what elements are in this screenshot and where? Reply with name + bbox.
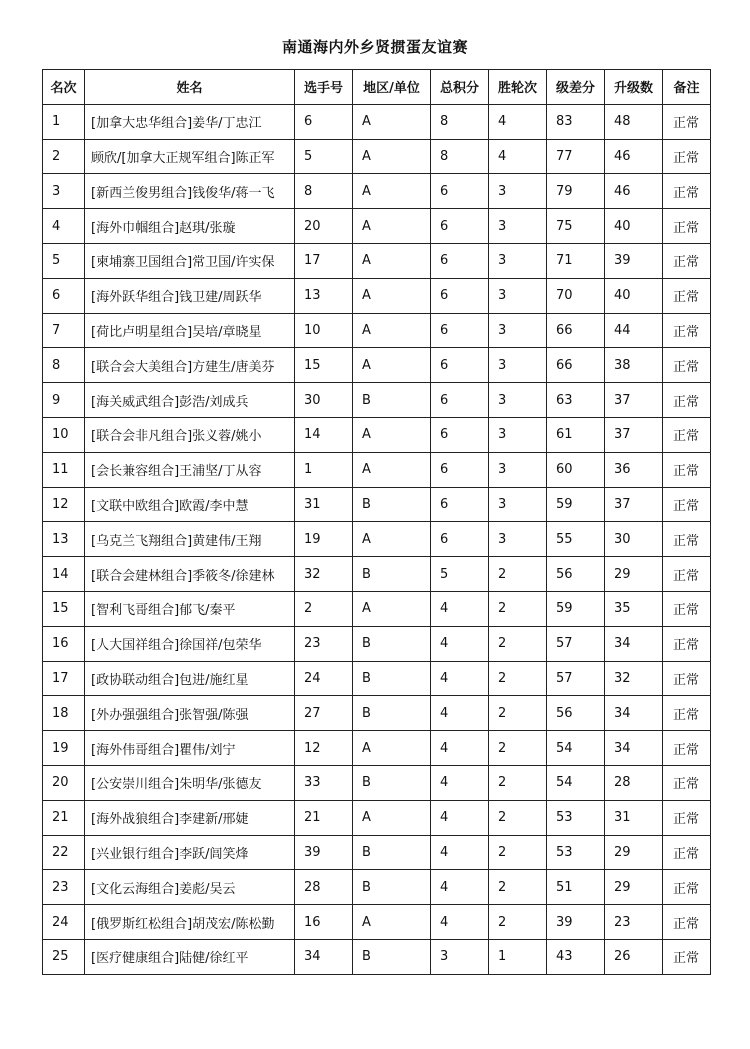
cell-upgrades: 44	[605, 313, 663, 348]
cell-player-no: 28	[295, 870, 353, 905]
cell-total-score: 4	[431, 626, 489, 661]
cell-rank: 18	[43, 696, 85, 731]
cell-player-no: 33	[295, 765, 353, 800]
cell-wins: 2	[489, 696, 547, 731]
cell-level-diff: 60	[547, 452, 605, 487]
cell-name: [智利飞哥组合]郁飞/秦平	[85, 591, 295, 626]
cell-rank: 23	[43, 870, 85, 905]
cell-player-no: 14	[295, 417, 353, 452]
cell-region: A	[353, 278, 431, 313]
cell-upgrades: 30	[605, 522, 663, 557]
cell-level-diff: 79	[547, 174, 605, 209]
cell-level-diff: 56	[547, 696, 605, 731]
cell-player-no: 21	[295, 800, 353, 835]
cell-level-diff: 55	[547, 522, 605, 557]
cell-region: B	[353, 835, 431, 870]
cell-name: 顾欣/[加拿大正规军组合]陈正军	[85, 139, 295, 174]
cell-note: 正常	[663, 731, 711, 766]
cell-wins: 4	[489, 104, 547, 139]
cell-note: 正常	[663, 905, 711, 940]
cell-player-no: 32	[295, 557, 353, 592]
table-row	[43, 765, 711, 800]
cell-total-score: 6	[431, 313, 489, 348]
cell-total-score: 8	[431, 139, 489, 174]
cell-upgrades: 37	[605, 383, 663, 418]
cell-region: B	[353, 696, 431, 731]
cell-player-no: 6	[295, 104, 353, 139]
cell-note: 正常	[663, 243, 711, 278]
cell-note: 正常	[663, 626, 711, 661]
cell-region: B	[353, 557, 431, 592]
cell-player-no: 17	[295, 243, 353, 278]
cell-wins: 3	[489, 174, 547, 209]
cell-total-score: 6	[431, 348, 489, 383]
cell-region: A	[353, 417, 431, 452]
cell-total-score: 4	[431, 591, 489, 626]
table-row	[43, 835, 711, 870]
cell-region: A	[353, 800, 431, 835]
table-row	[43, 243, 711, 278]
cell-region: A	[353, 243, 431, 278]
table-body	[43, 104, 711, 974]
cell-name: [柬埔寨卫国组合]常卫国/许实保	[85, 243, 295, 278]
cell-upgrades: 32	[605, 661, 663, 696]
cell-wins: 2	[489, 870, 547, 905]
cell-wins: 1	[489, 939, 547, 974]
cell-name: [人大国祥组合]徐国祥/包荣华	[85, 626, 295, 661]
cell-total-score: 6	[431, 278, 489, 313]
cell-level-diff: 66	[547, 348, 605, 383]
column-header-note: 备注	[663, 70, 711, 105]
cell-wins: 2	[489, 800, 547, 835]
cell-upgrades: 29	[605, 870, 663, 905]
cell-wins: 3	[489, 522, 547, 557]
cell-rank: 14	[43, 557, 85, 592]
table-row	[43, 557, 711, 592]
cell-total-score: 4	[431, 765, 489, 800]
cell-player-no: 19	[295, 522, 353, 557]
cell-rank: 4	[43, 209, 85, 244]
cell-rank: 12	[43, 487, 85, 522]
cell-wins: 2	[489, 661, 547, 696]
cell-player-no: 16	[295, 905, 353, 940]
cell-level-diff: 63	[547, 383, 605, 418]
cell-region: A	[353, 104, 431, 139]
cell-level-diff: 71	[547, 243, 605, 278]
cell-level-diff: 57	[547, 626, 605, 661]
cell-note: 正常	[663, 835, 711, 870]
cell-name: [海外战狼组合]李建新/邢婕	[85, 800, 295, 835]
cell-upgrades: 34	[605, 731, 663, 766]
cell-level-diff: 70	[547, 278, 605, 313]
cell-rank: 7	[43, 313, 85, 348]
cell-wins: 3	[489, 243, 547, 278]
cell-name: [俄罗斯红松组合]胡茂宏/陈松勤	[85, 905, 295, 940]
cell-player-no: 20	[295, 209, 353, 244]
cell-level-diff: 83	[547, 104, 605, 139]
cell-wins: 4	[489, 139, 547, 174]
cell-level-diff: 54	[547, 765, 605, 800]
cell-rank: 24	[43, 905, 85, 940]
cell-total-score: 6	[431, 174, 489, 209]
cell-upgrades: 31	[605, 800, 663, 835]
cell-level-diff: 43	[547, 939, 605, 974]
cell-level-diff: 59	[547, 487, 605, 522]
cell-level-diff: 53	[547, 835, 605, 870]
cell-note: 正常	[663, 452, 711, 487]
column-header-wins: 胜轮次	[489, 70, 547, 105]
page-title: 南通海内外乡贤掼蛋友谊赛	[281, 38, 468, 56]
cell-name: [外办强强组合]张智强/陈强	[85, 696, 295, 731]
table-header-row	[43, 70, 711, 105]
cell-level-diff: 75	[547, 209, 605, 244]
cell-note: 正常	[663, 557, 711, 592]
cell-upgrades: 46	[605, 139, 663, 174]
cell-name: [文联中欧组合]欧霞/李中慧	[85, 487, 295, 522]
cell-wins: 2	[489, 835, 547, 870]
cell-player-no: 30	[295, 383, 353, 418]
cell-name: [海关威武组合]彭浩/刘成兵	[85, 383, 295, 418]
cell-rank: 21	[43, 800, 85, 835]
cell-upgrades: 40	[605, 209, 663, 244]
cell-wins: 3	[489, 417, 547, 452]
cell-name: [会长兼容组合]王浦坚/丁从容	[85, 452, 295, 487]
cell-rank: 13	[43, 522, 85, 557]
cell-rank: 10	[43, 417, 85, 452]
table-row	[43, 487, 711, 522]
cell-player-no: 24	[295, 661, 353, 696]
cell-note: 正常	[663, 800, 711, 835]
cell-wins: 3	[489, 348, 547, 383]
results-table	[42, 69, 711, 975]
cell-upgrades: 34	[605, 696, 663, 731]
cell-name: [兴业银行组合]李跃/闾笑烽	[85, 835, 295, 870]
cell-wins: 2	[489, 731, 547, 766]
table-row	[43, 696, 711, 731]
column-header-total-score: 总积分	[431, 70, 489, 105]
cell-total-score: 5	[431, 557, 489, 592]
cell-note: 正常	[663, 209, 711, 244]
cell-region: B	[353, 487, 431, 522]
cell-total-score: 4	[431, 800, 489, 835]
cell-region: B	[353, 383, 431, 418]
cell-upgrades: 29	[605, 557, 663, 592]
cell-upgrades: 34	[605, 626, 663, 661]
cell-total-score: 6	[431, 522, 489, 557]
cell-level-diff: 59	[547, 591, 605, 626]
cell-upgrades: 40	[605, 278, 663, 313]
cell-rank: 5	[43, 243, 85, 278]
cell-player-no: 1	[295, 452, 353, 487]
cell-wins: 2	[489, 626, 547, 661]
cell-name: [文化云海组合]姜彪/吴云	[85, 870, 295, 905]
cell-name: [公安崇川组合]朱明华/张德友	[85, 765, 295, 800]
cell-region: A	[353, 522, 431, 557]
cell-player-no: 5	[295, 139, 353, 174]
cell-note: 正常	[663, 278, 711, 313]
cell-note: 正常	[663, 383, 711, 418]
cell-player-no: 2	[295, 591, 353, 626]
cell-total-score: 6	[431, 209, 489, 244]
cell-wins: 3	[489, 452, 547, 487]
cell-upgrades: 26	[605, 939, 663, 974]
cell-region: A	[353, 591, 431, 626]
cell-rank: 8	[43, 348, 85, 383]
table-row	[43, 870, 711, 905]
table-row	[43, 626, 711, 661]
cell-upgrades: 28	[605, 765, 663, 800]
table-row	[43, 104, 711, 139]
cell-level-diff: 51	[547, 870, 605, 905]
cell-wins: 3	[489, 209, 547, 244]
cell-region: A	[353, 348, 431, 383]
cell-total-score: 4	[431, 731, 489, 766]
table-row	[43, 174, 711, 209]
cell-wins: 2	[489, 591, 547, 626]
cell-note: 正常	[663, 417, 711, 452]
cell-note: 正常	[663, 174, 711, 209]
table-row	[43, 905, 711, 940]
cell-region: B	[353, 626, 431, 661]
cell-wins: 2	[489, 765, 547, 800]
cell-player-no: 15	[295, 348, 353, 383]
cell-player-no: 8	[295, 174, 353, 209]
cell-upgrades: 48	[605, 104, 663, 139]
table-row	[43, 313, 711, 348]
cell-wins: 3	[489, 383, 547, 418]
cell-wins: 2	[489, 557, 547, 592]
cell-rank: 20	[43, 765, 85, 800]
cell-region: B	[353, 765, 431, 800]
column-header-level-diff: 级差分	[547, 70, 605, 105]
cell-player-no: 10	[295, 313, 353, 348]
cell-upgrades: 37	[605, 487, 663, 522]
cell-note: 正常	[663, 139, 711, 174]
cell-player-no: 23	[295, 626, 353, 661]
cell-upgrades: 46	[605, 174, 663, 209]
cell-region: B	[353, 870, 431, 905]
cell-player-no: 31	[295, 487, 353, 522]
cell-total-score: 8	[431, 104, 489, 139]
cell-upgrades: 38	[605, 348, 663, 383]
cell-region: A	[353, 905, 431, 940]
table-row	[43, 800, 711, 835]
table-row	[43, 348, 711, 383]
cell-name: [政协联动组合]包进/施红星	[85, 661, 295, 696]
table-row	[43, 661, 711, 696]
cell-rank: 2	[43, 139, 85, 174]
cell-note: 正常	[663, 696, 711, 731]
cell-rank: 22	[43, 835, 85, 870]
table-row	[43, 731, 711, 766]
cell-total-score: 6	[431, 417, 489, 452]
table-row	[43, 522, 711, 557]
cell-rank: 6	[43, 278, 85, 313]
cell-rank: 17	[43, 661, 85, 696]
cell-region: A	[353, 731, 431, 766]
cell-level-diff: 54	[547, 731, 605, 766]
cell-name: [联合会建林组合]季筱冬/徐建林	[85, 557, 295, 592]
cell-rank: 9	[43, 383, 85, 418]
column-header-region: 地区/单位	[353, 70, 431, 105]
cell-note: 正常	[663, 487, 711, 522]
cell-wins: 3	[489, 313, 547, 348]
cell-note: 正常	[663, 313, 711, 348]
cell-region: B	[353, 661, 431, 696]
cell-wins: 3	[489, 487, 547, 522]
cell-upgrades: 37	[605, 417, 663, 452]
cell-rank: 3	[43, 174, 85, 209]
cell-total-score: 4	[431, 870, 489, 905]
cell-upgrades: 23	[605, 905, 663, 940]
table-row	[43, 939, 711, 974]
cell-rank: 1	[43, 104, 85, 139]
cell-total-score: 6	[431, 243, 489, 278]
cell-total-score: 6	[431, 452, 489, 487]
table-row	[43, 278, 711, 313]
table-row	[43, 417, 711, 452]
cell-name: [海外伟哥组合]瞿伟/刘宁	[85, 731, 295, 766]
table-row	[43, 209, 711, 244]
cell-note: 正常	[663, 661, 711, 696]
cell-name: [加拿大忠华组合]姜华/丁忠江	[85, 104, 295, 139]
table-row	[43, 383, 711, 418]
cell-wins: 2	[489, 905, 547, 940]
cell-total-score: 4	[431, 905, 489, 940]
cell-region: A	[353, 209, 431, 244]
cell-note: 正常	[663, 870, 711, 905]
table-row	[43, 139, 711, 174]
cell-upgrades: 35	[605, 591, 663, 626]
cell-level-diff: 57	[547, 661, 605, 696]
cell-rank: 15	[43, 591, 85, 626]
cell-name: [联合会非凡组合]张义蓉/姚小	[85, 417, 295, 452]
cell-upgrades: 36	[605, 452, 663, 487]
cell-total-score: 4	[431, 835, 489, 870]
cell-region: A	[353, 139, 431, 174]
cell-note: 正常	[663, 348, 711, 383]
cell-name: [联合会大美组合]方建生/唐美芬	[85, 348, 295, 383]
cell-total-score: 4	[431, 661, 489, 696]
cell-note: 正常	[663, 104, 711, 139]
cell-note: 正常	[663, 522, 711, 557]
cell-total-score: 3	[431, 939, 489, 974]
cell-rank: 19	[43, 731, 85, 766]
cell-name: [海外跃华组合]钱卫建/周跃华	[85, 278, 295, 313]
cell-total-score: 4	[431, 696, 489, 731]
column-header-player-no: 选手号	[295, 70, 353, 105]
cell-name: [荷比卢明星组合]吴培/章晓星	[85, 313, 295, 348]
cell-region: A	[353, 452, 431, 487]
cell-upgrades: 29	[605, 835, 663, 870]
cell-name: [医疗健康组合]陆健/徐红平	[85, 939, 295, 974]
cell-region: A	[353, 174, 431, 209]
column-header-upgrades: 升级数	[605, 70, 663, 105]
cell-level-diff: 77	[547, 139, 605, 174]
cell-level-diff: 56	[547, 557, 605, 592]
cell-total-score: 6	[431, 383, 489, 418]
cell-level-diff: 39	[547, 905, 605, 940]
cell-player-no: 34	[295, 939, 353, 974]
table-row	[43, 452, 711, 487]
cell-player-no: 12	[295, 731, 353, 766]
column-header-rank: 名次	[43, 70, 85, 105]
cell-level-diff: 66	[547, 313, 605, 348]
column-header-name: 姓名	[85, 70, 295, 105]
cell-region: A	[353, 313, 431, 348]
cell-rank: 11	[43, 452, 85, 487]
cell-note: 正常	[663, 591, 711, 626]
cell-rank: 16	[43, 626, 85, 661]
cell-note: 正常	[663, 765, 711, 800]
cell-note: 正常	[663, 939, 711, 974]
cell-level-diff: 61	[547, 417, 605, 452]
cell-region: B	[353, 939, 431, 974]
cell-player-no: 39	[295, 835, 353, 870]
cell-player-no: 13	[295, 278, 353, 313]
cell-rank: 25	[43, 939, 85, 974]
cell-name: [新西兰俊男组合]钱俊华/蒋一飞	[85, 174, 295, 209]
table-row	[43, 591, 711, 626]
cell-total-score: 6	[431, 487, 489, 522]
cell-wins: 3	[489, 278, 547, 313]
cell-name: [乌克兰飞翔组合]黄建伟/王翔	[85, 522, 295, 557]
cell-name: [海外巾帼组合]赵琪/张璇	[85, 209, 295, 244]
cell-upgrades: 39	[605, 243, 663, 278]
cell-level-diff: 53	[547, 800, 605, 835]
cell-player-no: 27	[295, 696, 353, 731]
